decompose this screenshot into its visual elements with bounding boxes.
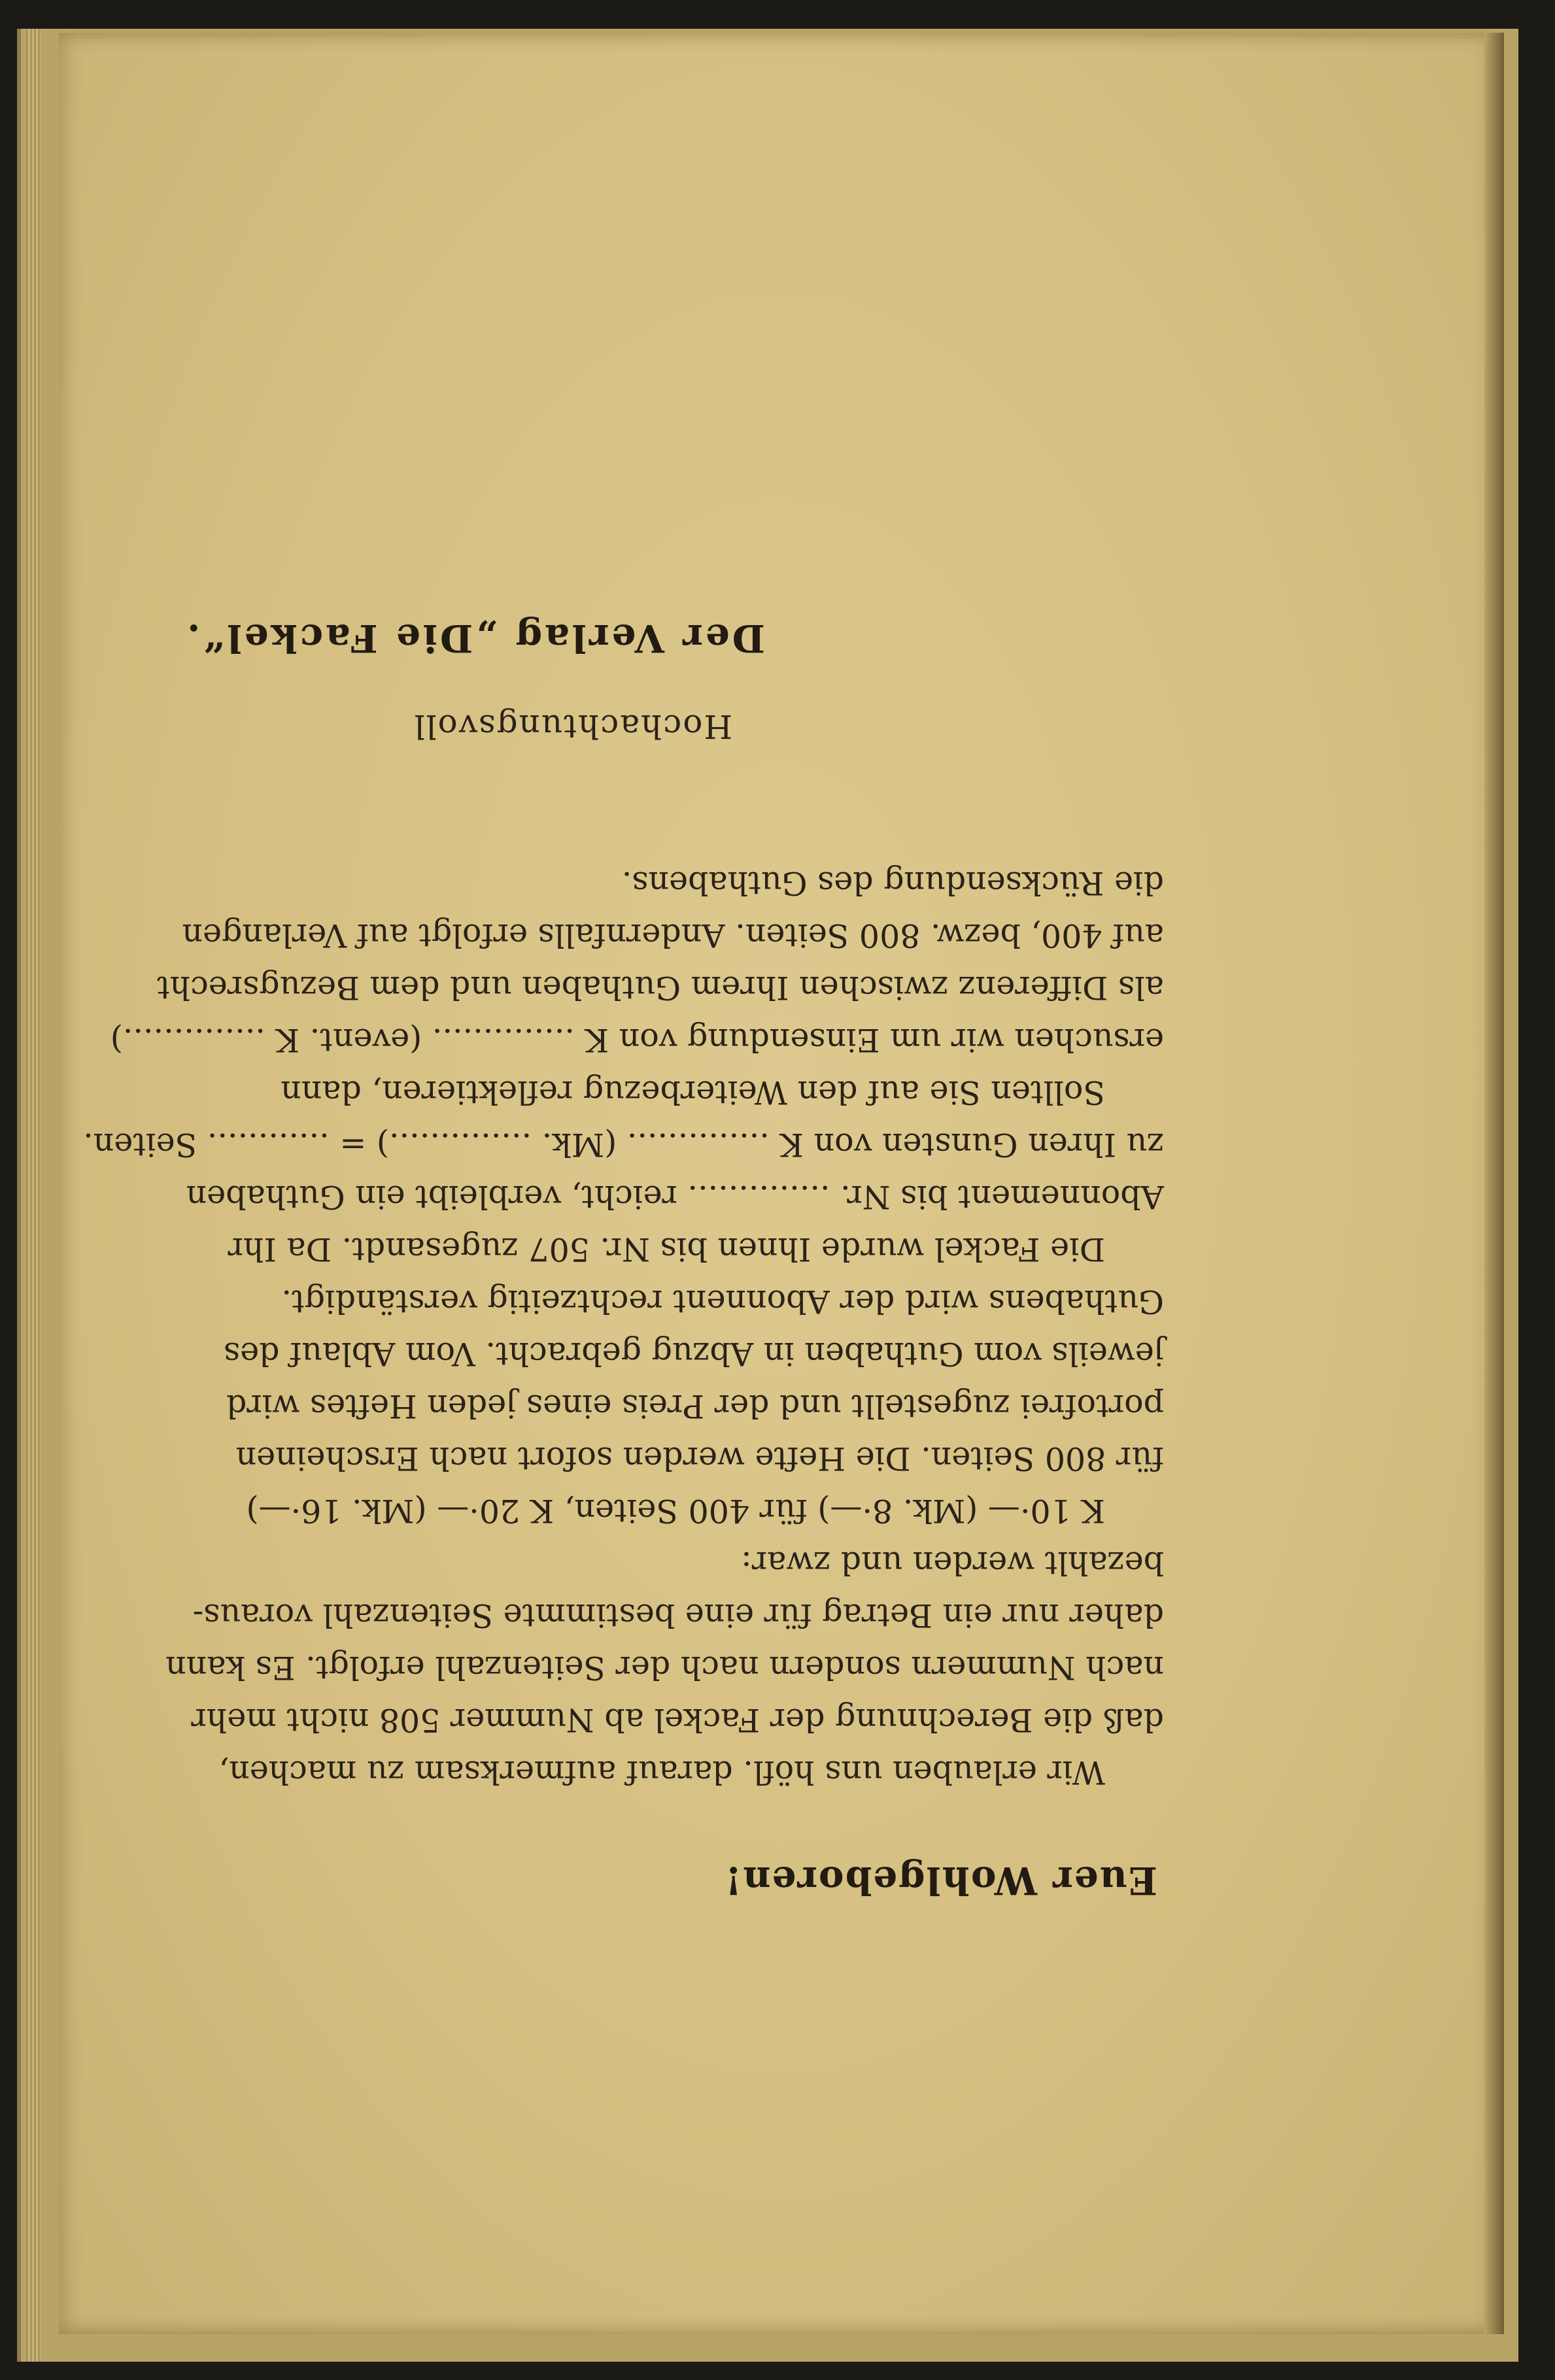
body-line: für 800 Seiten. Die Hefte werden sofort nach Erscheinen: [235, 1440, 1164, 1477]
letter-body: [52, 857, 1164, 1798]
body-line: auf 400, bezw. 800 Seiten. Andernfalls erfolgt auf Verlangen: [182, 917, 1164, 954]
body-line: Die Fackel wurde Ihnen bis Nr. 507 zugesandt. Da Ihr: [228, 1231, 1105, 1268]
body-line: Abonnement bis Nr. .............. reicht, verbleibt ein Guthaben: [186, 1178, 1164, 1216]
body-line: Sollten Sie auf den Weiterbezug reflektieren, dann: [281, 1074, 1105, 1111]
body-line: bezahlt werden und zwar:: [741, 1544, 1164, 1582]
closing-formula: Hochachtungsvoll: [413, 707, 732, 745]
body-line: K 10·— (Mk. 8·—) für 400 Seiten, K 20·— (Mk. 16·—): [246, 1492, 1105, 1529]
body-line: nach Nummern sondern nach der Seitenzahl erfolgt. Es kann: [165, 1649, 1164, 1686]
body-line: portofrei zugestellt und der Preis eines jeden Heftes wird: [226, 1387, 1164, 1425]
body-line: als Differenz zwischen Ihrem Guthaben und dem Bezugsrecht: [157, 969, 1164, 1006]
publisher-signature: Der Verlag „Die Fackel“.: [184, 616, 765, 660]
salutation: Euer Wohlgeboren!: [723, 1858, 1157, 1903]
body-line: zu Ihren Gunsten von K .............. (Mk. ..............) = ............ Seiten.: [83, 1126, 1164, 1163]
body-line: daß die Berechnung der Fackel ab Nummer 508 nicht mehr: [191, 1701, 1164, 1739]
body-line: daher nur ein Betrag für eine bestimmte Seitenzahl voraus-: [192, 1597, 1164, 1634]
body-line: jeweils vom Guthaben in Abzug gebracht. Vom Ablauf des: [223, 1335, 1164, 1372]
body-line: die Rücksendung des Guthabens.: [621, 864, 1164, 902]
upside-down-print: [59, 33, 1504, 2334]
body-line: ersuchen wir um Einsendung von K .............. (event. K ..............): [110, 1021, 1164, 1059]
document-page: [59, 33, 1504, 2334]
body-line: Wir erlauben uns höfl. darauf aufmerksam zu machen,: [218, 1754, 1105, 1791]
body-line: Guthabens wird der Abonnent rechtzeitig verständigt.: [281, 1283, 1164, 1320]
